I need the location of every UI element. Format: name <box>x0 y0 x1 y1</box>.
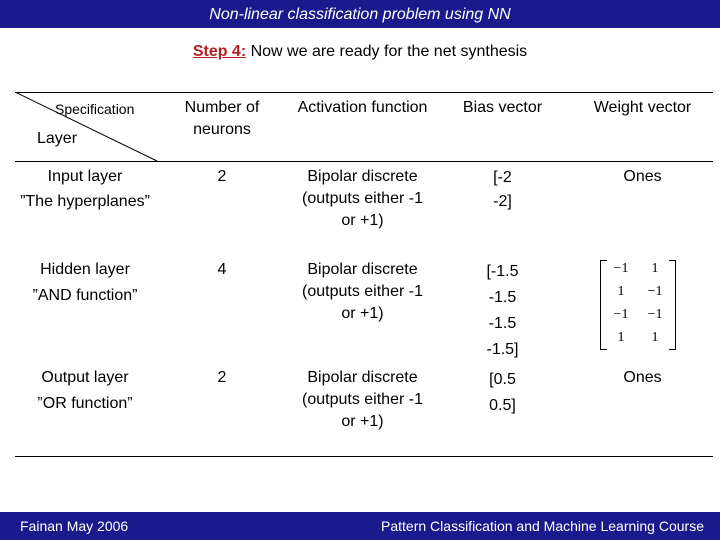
row-neurons: 2 <box>217 168 227 185</box>
matrix-right-bracket <box>669 260 676 350</box>
row-weight: Ones <box>623 369 662 386</box>
row-bias: [0.5 0.5] <box>489 371 516 414</box>
weight-matrix <box>600 260 676 348</box>
table-bottom-border <box>15 456 713 457</box>
matrix-cell: 1 <box>651 261 659 276</box>
matrix-cell: 1 <box>617 284 625 299</box>
footer-bar <box>0 512 720 540</box>
row-layer-name: Input layer <box>47 168 123 185</box>
row-activation: Bipolar discrete (outputs either -1 or +1) <box>302 369 423 430</box>
step-text: Now we are ready for the net synthesis <box>246 43 528 60</box>
corner-layer-label: Layer <box>37 130 78 147</box>
header-weight: Weight vector <box>593 99 692 116</box>
footer-course: Pattern Classification and Machine Learning Course <box>381 518 704 534</box>
header-neurons: Number of neurons <box>184 99 260 138</box>
step-heading <box>0 43 720 61</box>
matrix-cell: 1 <box>617 330 625 345</box>
row-activation: Bipolar discrete (outputs either -1 or +1) <box>302 168 423 229</box>
row-layer-sub: ”OR function” <box>37 395 133 412</box>
matrix-cell: −1 <box>613 261 629 276</box>
header-activation: Activation function <box>297 99 428 116</box>
corner-spec-label: Specification <box>55 101 135 117</box>
header-bias: Bias vector <box>462 99 543 116</box>
matrix-cell: −1 <box>647 284 663 299</box>
row-weight: Ones <box>623 168 662 185</box>
row-layer-sub: ”The hyperplanes” <box>20 193 150 210</box>
row-layer-name: Output layer <box>41 369 129 386</box>
synthesis-table <box>15 92 713 457</box>
row-bias: [-2 -2] <box>493 169 512 210</box>
matrix-cell: −1 <box>647 307 663 322</box>
matrix-cell: −1 <box>613 307 629 322</box>
row-neurons: 2 <box>217 369 227 386</box>
row-neurons: 4 <box>217 261 227 278</box>
row-layer-sub: ”AND function” <box>32 287 138 304</box>
row-activation: Bipolar discrete (outputs either -1 or +1) <box>302 261 423 322</box>
step-label: Step 4: <box>192 43 247 60</box>
slide-title: Non-linear classification problem using NN <box>0 0 720 28</box>
footer-author-date: Fainan May 2006 <box>20 518 129 534</box>
row-bias: [-1.5 -1.5 -1.5 -1.5] <box>486 263 519 358</box>
row-layer-name: Hidden layer <box>40 261 130 278</box>
matrix-cell: 1 <box>651 330 659 345</box>
